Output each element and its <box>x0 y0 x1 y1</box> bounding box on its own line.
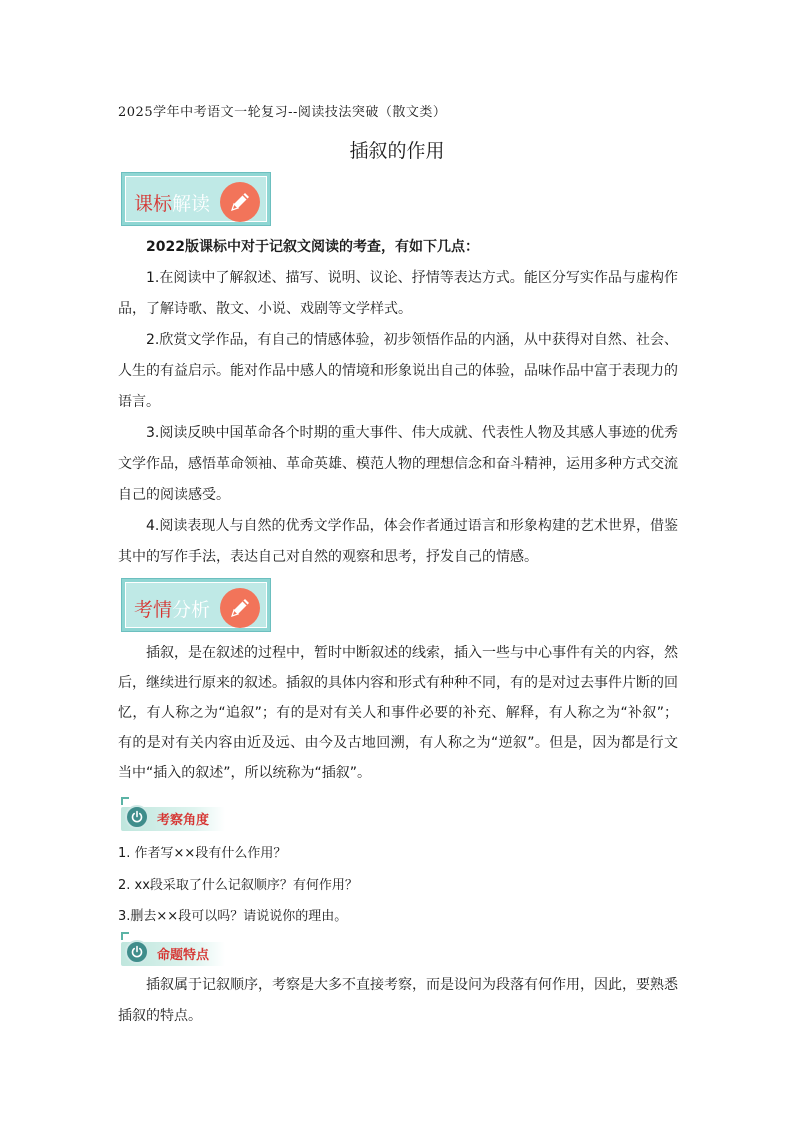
banner-white-text: 分析 <box>172 599 211 621</box>
standards-intro: 2022版课标中对于记叙文阅读的考查，有如下几点： <box>146 239 479 255</box>
features-paragraph: 插叙属于记叙顺序，考察是大多不直接考察，而是设问为段落有何作用，因此，要熟悉插叙的特点。 <box>118 977 678 1024</box>
banner-red-text: 考情 <box>134 599 173 621</box>
standards-point-4: 4.阅读表现人与自然的优秀文学作品，体会作者通过语言和形象构建的艺术世界，借鉴其中的写作手法，表达自己对自然的观察和思考，抒发自己的情感。 <box>118 518 678 565</box>
question-2: 2. xx段采取了什么记叙顺序？有何作用？ <box>118 878 358 893</box>
tag-exam-angle <box>121 797 225 831</box>
analysis-text <box>118 638 678 788</box>
standards-point-2: 2.欣赏文学作品，有自己的情感体验，初步领悟作品的内涵，从中获得对自然、社会、人生的有益启示。能对作品中感人的情境和形象说出自己的体验，品味作品中富于表现力的语言。 <box>118 332 678 410</box>
section-banner-standards <box>121 172 271 226</box>
features-text <box>118 970 678 1032</box>
banner-red-text: 课标 <box>134 193 173 215</box>
standards-text <box>118 232 678 573</box>
power-icon <box>125 940 149 964</box>
page-title: 插叙的作用 <box>349 140 445 162</box>
section-banner-analysis <box>121 578 271 632</box>
series-title: 2025学年中考语文一轮复习--阅读技法突破（散文类） <box>118 105 447 120</box>
standards-point-1: 1.在阅读中了解叙述、描写、说明、议论、抒情等表达方式。能区分写实作品与虚构作品，了解诗歌、散文、小说、戏剧等文学样式。 <box>118 270 678 317</box>
question-1: 1. 作者写××段有什么作用？ <box>118 846 287 861</box>
banner-white-text: 解读 <box>172 193 211 215</box>
standards-point-3: 3.阅读反映中国革命各个时期的重大事件、伟大成就、代表性人物及其感人事迹的优秀文学作品，感悟革命领袖、革命英雄、模范人物的理想信念和奋斗精神，运用多种方式交流自己的阅读感受。 <box>118 425 678 503</box>
analysis-paragraph: 插叙，是在叙述的过程中，暂时中断叙述的线索，插入一些与中心事件有关的内容，然后，继续进行原来的叙述。插叙的具体内容和形式有种种不同，有的是对过去事件片断的回忆，有人称之为“追叙”；有的是对有关人和事件必要的补充、解释，有人称之为“补叙”；有的是对有关内容由近及远、由今及古地回溯，有人称之为“逆叙”。但是，因为都是行文当中“插入的叙述”，所以统称为“插叙”。 <box>118 645 678 781</box>
pencil-icon <box>220 588 260 628</box>
tag-question-features <box>121 932 225 966</box>
tag-label: 考察角度 <box>157 813 210 828</box>
pencil-icon <box>220 182 260 222</box>
power-icon <box>125 805 149 829</box>
tag-label: 命题特点 <box>157 948 210 963</box>
question-3: 3.删去××段可以吗？请说说你的理由。 <box>118 909 348 924</box>
